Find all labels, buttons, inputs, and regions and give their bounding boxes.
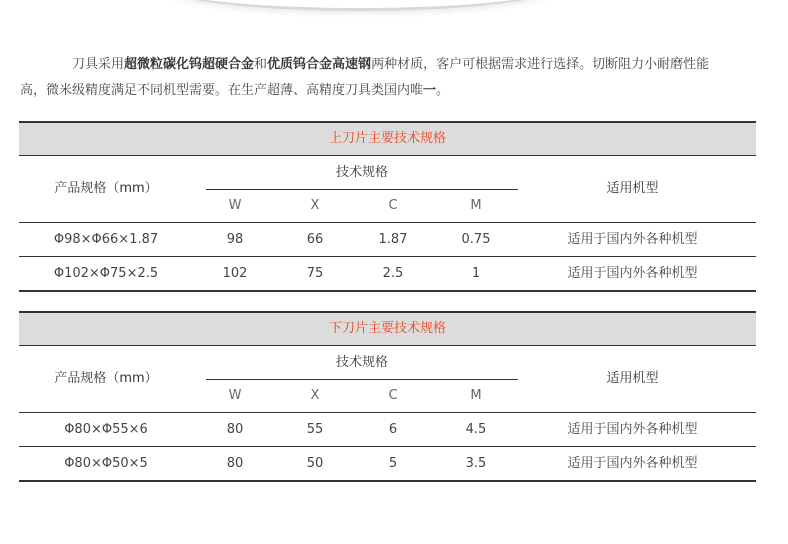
cell-product: Φ80×Φ55×6 <box>64 422 148 437</box>
intro-text-5: 。 <box>436 83 450 98</box>
table-row <box>19 446 756 480</box>
cell-x: 66 <box>306 232 324 247</box>
cell-x: 55 <box>306 422 324 437</box>
table-row <box>19 256 756 290</box>
table-row <box>19 413 756 446</box>
header-x: X <box>310 198 320 213</box>
cell-x: 50 <box>306 456 324 471</box>
lower-blade-spec-table <box>19 311 756 482</box>
cell-c: 1.87 <box>378 232 408 247</box>
header-product-spec: 产品规格（mm） <box>54 181 158 196</box>
cell-c: 2.5 <box>382 266 404 281</box>
header-applicable-model: 适用机型 <box>606 181 659 196</box>
cell-apply: 适用于国内外各种机型 <box>567 232 698 247</box>
cell-x: 75 <box>306 266 324 281</box>
intro-text-2: 和 <box>254 57 268 72</box>
table-row <box>19 223 756 256</box>
cell-c: 6 <box>388 422 398 437</box>
cell-m: 0.75 <box>461 232 491 247</box>
intro-bold-3: 一 <box>423 83 437 98</box>
intro-bold-2: 优质钨合金高速钢 <box>267 57 372 72</box>
cell-w: 80 <box>226 456 244 471</box>
cell-w: 102 <box>222 266 248 281</box>
decorative-arc <box>160 0 560 11</box>
header-x: X <box>310 388 320 403</box>
header-tech-spec: 技术规格 <box>335 165 388 180</box>
intro-paragraph <box>20 52 758 104</box>
header-w: W <box>228 388 242 403</box>
header-c: C <box>388 388 398 403</box>
cell-apply: 适用于国内外各种机型 <box>567 456 698 471</box>
upper-spec-title: 上刀片主要技术规格 <box>19 123 756 156</box>
lower-spec-header <box>19 346 756 413</box>
header-w: W <box>228 198 242 213</box>
intro-bold-1: 超微粒碳化钨超硬合金 <box>124 57 255 72</box>
intro-text-4: 高，微米级精度满足不同机型需要。在生产超薄、高精度刀具类国内唯 <box>20 83 424 98</box>
intro-text-3: 两种材质，客户可根据需求进行选择。切断阻力小耐磨性能 <box>371 57 710 72</box>
cell-w: 80 <box>226 422 244 437</box>
header-product-spec: 产品规格（mm） <box>54 371 158 386</box>
header-tech-spec: 技术规格 <box>335 355 388 370</box>
intro-text-1: 刀具采用 <box>72 57 125 72</box>
upper-blade-spec-table <box>19 121 756 292</box>
cell-m: 3.5 <box>465 456 487 471</box>
header-c: C <box>388 198 398 213</box>
cell-product: Φ98×Φ66×1.87 <box>53 232 159 247</box>
header-m: M <box>470 198 482 213</box>
cell-apply: 适用于国内外各种机型 <box>567 266 698 281</box>
header-m: M <box>470 388 482 403</box>
cell-m: 1 <box>471 266 481 281</box>
cell-w: 98 <box>226 232 244 247</box>
cell-apply: 适用于国内外各种机型 <box>567 422 698 437</box>
lower-spec-title: 下刀片主要技术规格 <box>19 313 756 346</box>
cell-product: Φ80×Φ50×5 <box>64 456 148 471</box>
cell-product: Φ102×Φ75×2.5 <box>53 266 159 281</box>
header-applicable-model: 适用机型 <box>606 371 659 386</box>
cell-m: 4.5 <box>465 422 487 437</box>
cell-c: 5 <box>388 456 398 471</box>
upper-spec-header <box>19 156 756 223</box>
